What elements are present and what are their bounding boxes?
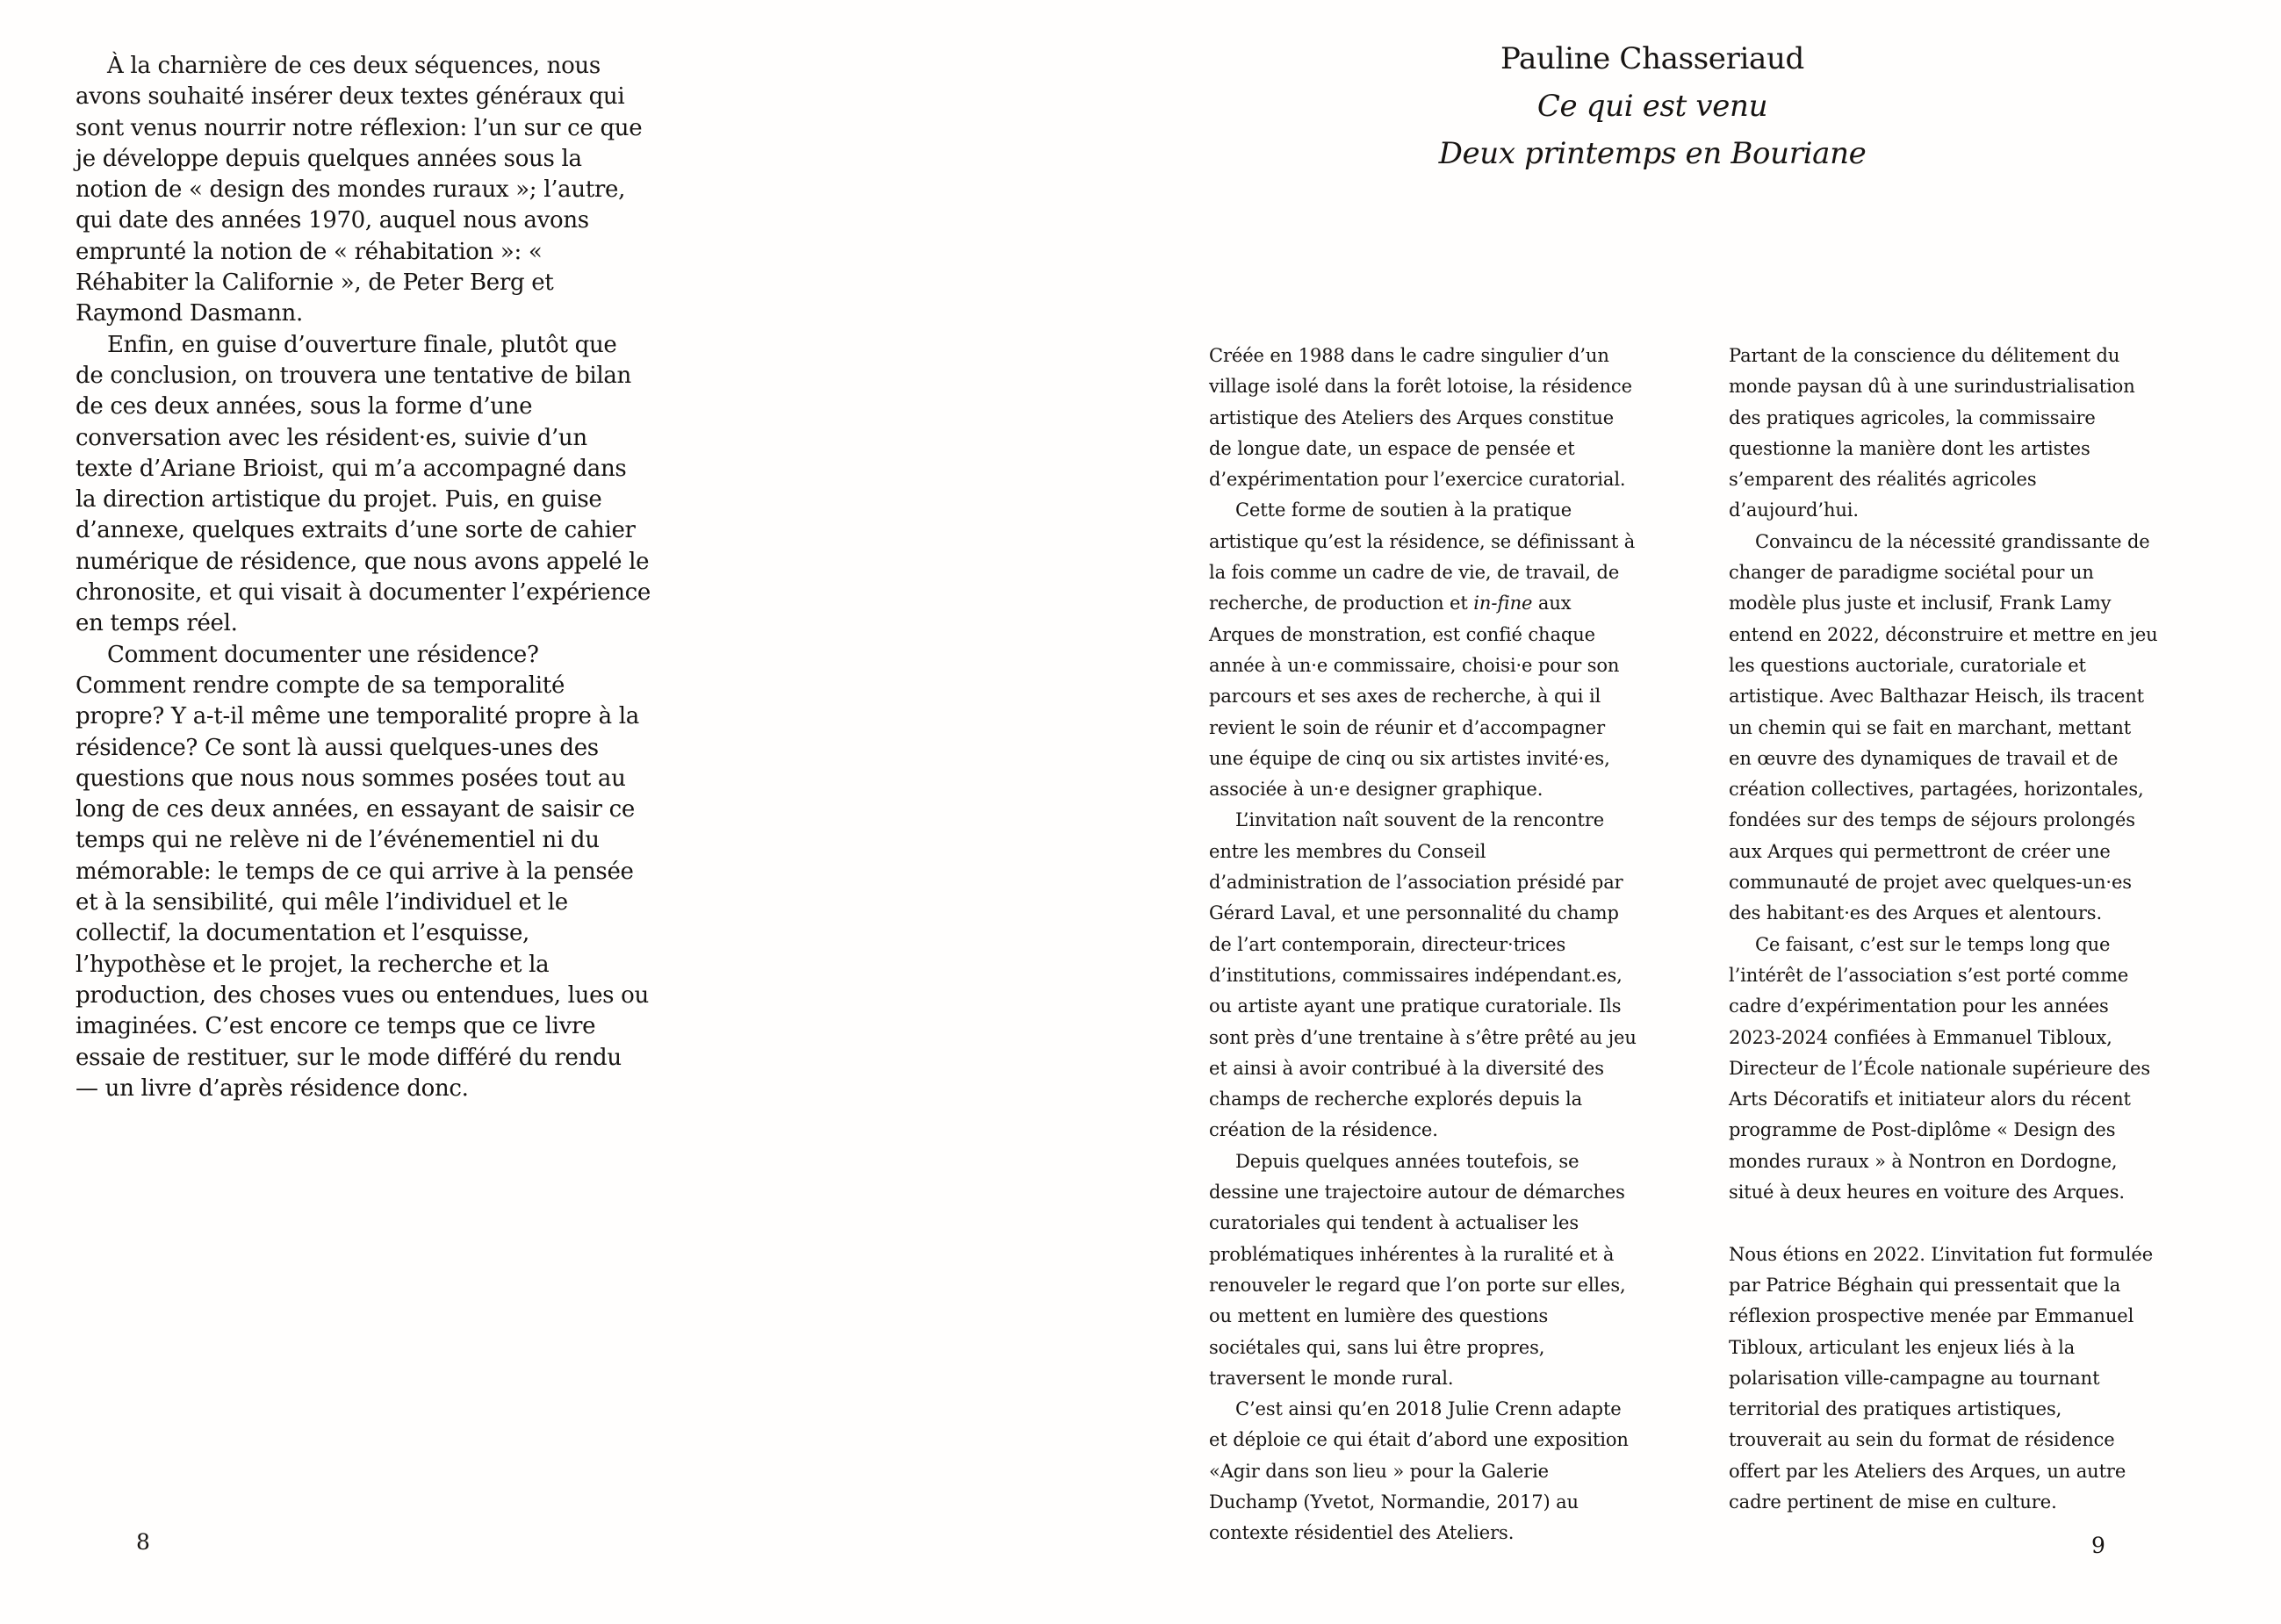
page-left bbox=[0, 0, 1140, 1624]
paragraph-invitation-origin: L’invitation naît souvent de la rencontre entre les membres du Conseil d’administration de l’association présidé par Gérard Laval, et une personnalité du champ de l’art contemporain, directeur·trices d’institutions, commissaires indépendant.es, ou artiste ayant une pratique curatoriale. Ils sont près d’une trentaine à s’être prêté au jeu et ainsi à avoir contribué à la diversité des champs de recherche explorés depuis la création de la résidence. bbox=[1209, 809, 1637, 1141]
chapter-author: Pauline Chasseriaud bbox=[1500, 41, 1804, 76]
right-page-column-1 bbox=[1209, 341, 1639, 1549]
chapter-title-line1: Ce qui est venu bbox=[1536, 89, 1768, 124]
paragraph-documenting-residency: Comment documenter une résidence? Comment rendre compte de sa temporalité propre? Y a-t-il même une temporalité propre à la résidence? Ce sont là aussi quelques-unes des questions que nous nous sommes posées tout au long de ces deux années, en essayant de saisir ce temps qui ne relève ni de l’événementiel ni du mémorable: le temps de ce qui arrive à la pensée et à la sensibilité, qui mêle l’individuel et le collectif, la documentation et l’esquisse, l’hypothèse et le projet, la recherche et la production, des choses vues ou entendues, lues ou imaginées. C’est encore ce temps que ce livre essaie de restituer, sur le mode différé du rendu — un livre d’après résidence donc. bbox=[76, 641, 649, 1102]
paragraph-residency-form bbox=[1209, 495, 1639, 805]
page-number-right: 9 bbox=[2091, 1533, 2105, 1558]
paragraph-agricultural-world: Partant de la conscience du délitement du monde paysan dû à une surindustrialisation des pratiques agricoles, la commissaire questionne la manière dont les artistes s’emparent des réalités agricoles d’aujourd’hui. bbox=[1729, 345, 2135, 521]
paragraph-emmanuel-tibloux: Ce faisant, c’est sur le temps long que l’intérêt de l’association s’est porté comme cadre d’expérimentation pour les années 2023-2024 confiées à Emmanuel Tibloux, Directeur de l’École nationale supérieure des Arts Décoratifs et initiateur alors du récent programme de Post-diplôme « Design des mondes ruraux » à Nontron en Dordogne, situé à deux heures en voiture des Arques. bbox=[1729, 933, 2151, 1204]
chapter-title-line2: Deux printemps en Bouriane bbox=[1438, 136, 1867, 171]
right-page-column-2 bbox=[1729, 341, 2159, 1518]
paragraph-residency-founding: Créée en 1988 dans le cadre singulier d’un village isolé dans la forêt lotoise, la résidence artistique des Ateliers des Arques constitue de longue date, un espace de pensée et d’expérimentation pour l’exercice curatorial. bbox=[1209, 345, 1632, 491]
chapter-header bbox=[1209, 35, 2096, 177]
paragraph-hinge-texts: À la charnière de ces deux séquences, nous avons souhaité insérer deux textes généraux qui sont venus nourrir notre réflexion: l’un sur ce que je développe depuis quelques années sous la notion de « design des mondes ruraux »; l’autre, qui date des années 1970, auquel nous avons emprunté la notion de « réhabitation »: « Réhabiter la Californie », de Peter Berg et Raymond Dasmann. bbox=[76, 53, 643, 327]
paragraph-residency-form-end: aux Arques de monstration, est confié chaque année à un·e commissaire, choisi·e pour son parcours et ses axes de recherche, à qui il revient le soin de réunir et d’accompagner une équipe de cinq ou six artistes invité·es, associée à un·e designer graphique. bbox=[1209, 593, 1620, 801]
paragraph-frank-lamy: Convaincu de la nécessité grandissante de changer de paradigme sociétal pour un modèle plus juste et inclusif, Frank Lamy entend en 2022, déconstruire et mettre en jeu les questions auctoriale, curatoriale et artistique. Avec Balthazar Heisch, ils tracent un chemin qui se fait en marchant, mettant en œuvre des dynamiques de travail et de création collectives, partagées, horizontales, fondées sur des temps de séjours prolongés aux Arques qui permettront de créer une communauté de projet avec quelques-un·es des habitant·es des Arques et alentours. bbox=[1729, 530, 2158, 924]
paragraph-residency-form-start: Cette forme de soutien à la pratique artistique qu’est la résidence, se définissant à la fois comme un cadre de vie, de travail, de recherche, de production et bbox=[1209, 499, 1636, 614]
paragraph-julie-crenn: C’est ainsi qu’en 2018 Julie Crenn adapte et déploie ce qui était d’abord une exposition «Agir dans son lieu » pour la Galerie Duchamp (Yvetot, Normandie, 2017) au contexte résidentiel des Ateliers. bbox=[1209, 1398, 1629, 1544]
latin-phrase-in-fine: in-fine bbox=[1473, 593, 1533, 614]
page-number-left: 8 bbox=[136, 1529, 150, 1555]
paragraph-final-opening: Enfin, en guise d’ouverture finale, plutôt que de conclusion, on trouvera une tentative de bilan de ces deux années, sous la forme d’une conversation avec les résident·es, suivie d’un texte d’Ariane Brioist, qui m’a accompagné dans la direction artistique du projet. Puis, en guise d’annexe, quelques extraits d’une sorte de cahier numérique de résidence, que nous avons appelé le chronosite, et qui visait à documenter l’expérience en temps réel. bbox=[76, 331, 651, 637]
left-text-block bbox=[76, 51, 651, 1104]
paragraph-2022-invitation: Nous étions en 2022. L’invitation fut formulée par Patrice Béghain qui pressentait que la réflexion prospective menée par Emmanuel Tibloux, articulant les enjeux liés à la polarisation ville-campagne au tournant territorial des pratiques artistiques, trouverait au sein du format de résidence offert par les Ateliers des Arques, un autre cadre pertinent de mise en culture. bbox=[1729, 1243, 2154, 1513]
page-right bbox=[1140, 0, 2281, 1624]
paragraph-curatorial-trajectory: Depuis quelques années toutefois, se dessine une trajectoire autour de démarches curatoriales qui tendent à actualiser les problématiques inhérentes à la ruralité et à renouveler le regard que l’on porte sur elles, ou mettent en lumière des questions sociétales qui, sans lui être propres, traversent le monde rural. bbox=[1209, 1150, 1626, 1389]
